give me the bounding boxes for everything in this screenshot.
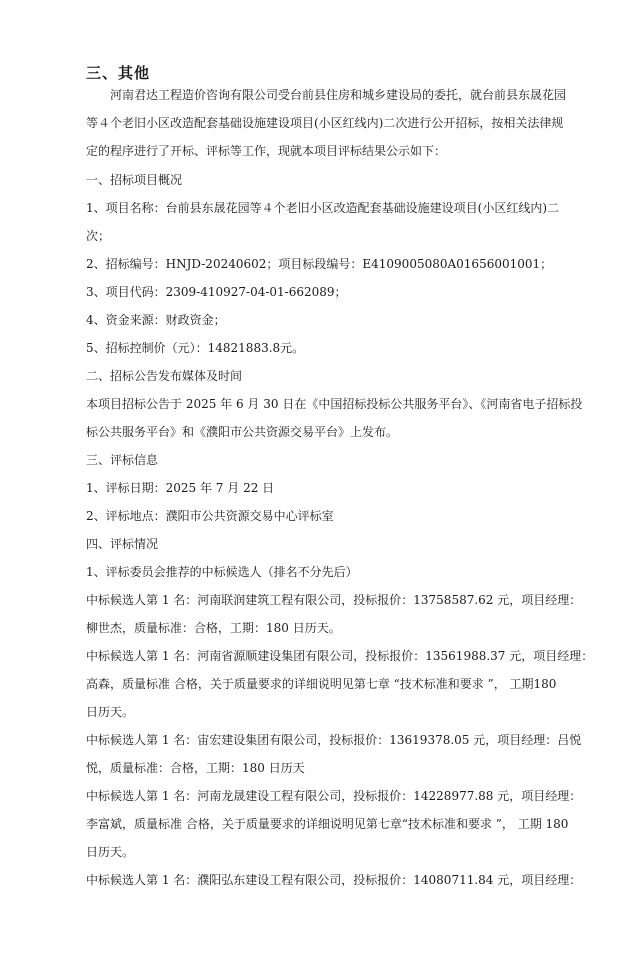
project-name-line: 1、项目名称：台前县东晟花园等４个老旧小区改造配套基础设施建设项目(小区红线内)二	[86, 201, 560, 215]
candidate-line: 悦，质量标准：合格，工期：180 日历天	[86, 761, 305, 775]
eval-info-title: 三、评标信息	[86, 453, 159, 467]
eval-place: 2、评标地点：濮阳市公共资源交易中心评标室	[86, 509, 334, 523]
candidate-line: 中标候选人第 1 名：宙宏建设集团有限公司，投标报价：13619378.05 元，项目经理：吕悦	[86, 733, 582, 747]
intro-line: 等４个老旧小区改造配套基础设施建设项目(小区红线内)二次进行公开招标，按相关法律规	[86, 116, 564, 130]
eval-date: 1、评标日期：2025 年 7 月 22 日	[86, 481, 275, 495]
intro-line: 河南君达工程造价咨询有限公司受台前县住房和城乡建设局的委托，就台前县东晟花园	[110, 88, 567, 102]
candidate-line: 中标候选人第 1 名：河南联润建筑工程有限公司，投标报价：13758587.62 元，项目经理：	[86, 593, 582, 607]
candidate-line: 中标候选人第 1 名：河南省源顺建设集团有限公司，投标报价：13561988.37 元，项目经理：	[86, 649, 594, 663]
section-heading: 三、其他	[86, 64, 151, 82]
intro-line: 定的程序进行了开标、评标等工作，现就本项目评标结果公示如下：	[86, 144, 447, 158]
project-name-line: 次；	[86, 229, 111, 243]
eval-status-title: 四、评标情况	[86, 537, 159, 551]
overview-title: 一、招标项目概况	[86, 173, 183, 187]
candidate-line: 柳世杰，质量标准：合格，工期：180 日历天。	[86, 621, 341, 635]
tender-number: 2、招标编号：HNJD-20240602；项目标段编号：E4109005080A01656001001；	[86, 257, 553, 271]
candidate-line: 李富斌，质量标准 合格，关于质量要求的详细说明见第七章“技术标准和要求 ”， 工期 180	[86, 817, 569, 831]
candidate-line: 日历天。	[86, 845, 135, 859]
committee-line: 1、评标委员会推荐的中标候选人（排名不分先后）	[86, 565, 358, 579]
project-code: 3、项目代码：2309-410927-04-01-662089；	[86, 285, 347, 299]
candidate-line: 高森，质量标准 合格，关于质量要求的详细说明见第七章 “技术标准和要求 ”， 工期180	[86, 677, 557, 691]
control-price: 5、招标控制价（元）：14821883.8元。	[86, 341, 305, 355]
candidate-line: 中标候选人第 1 名：濮阳弘东建设工程有限公司，投标报价：14080711.84 元，项目经理：	[86, 873, 582, 887]
media-title: 二、招标公告发布媒体及时间	[86, 369, 243, 383]
media-text-line: 本项目招标公告于 2025 年 6 月 30 日在《中国招标投标公共服务平台》、《河南省电子招标投	[86, 397, 583, 411]
candidate-line: 中标候选人第 1 名：河南龙晟建设工程有限公司，投标报价：14228977.88 元，项目经理：	[86, 789, 582, 803]
candidate-line: 日历天。	[86, 705, 135, 719]
media-text-line: 标公共服务平台》和《濮阳市公共资源交易平台》上发布。	[86, 425, 399, 439]
fund-source: 4、资金来源：财政资金；	[86, 313, 226, 327]
